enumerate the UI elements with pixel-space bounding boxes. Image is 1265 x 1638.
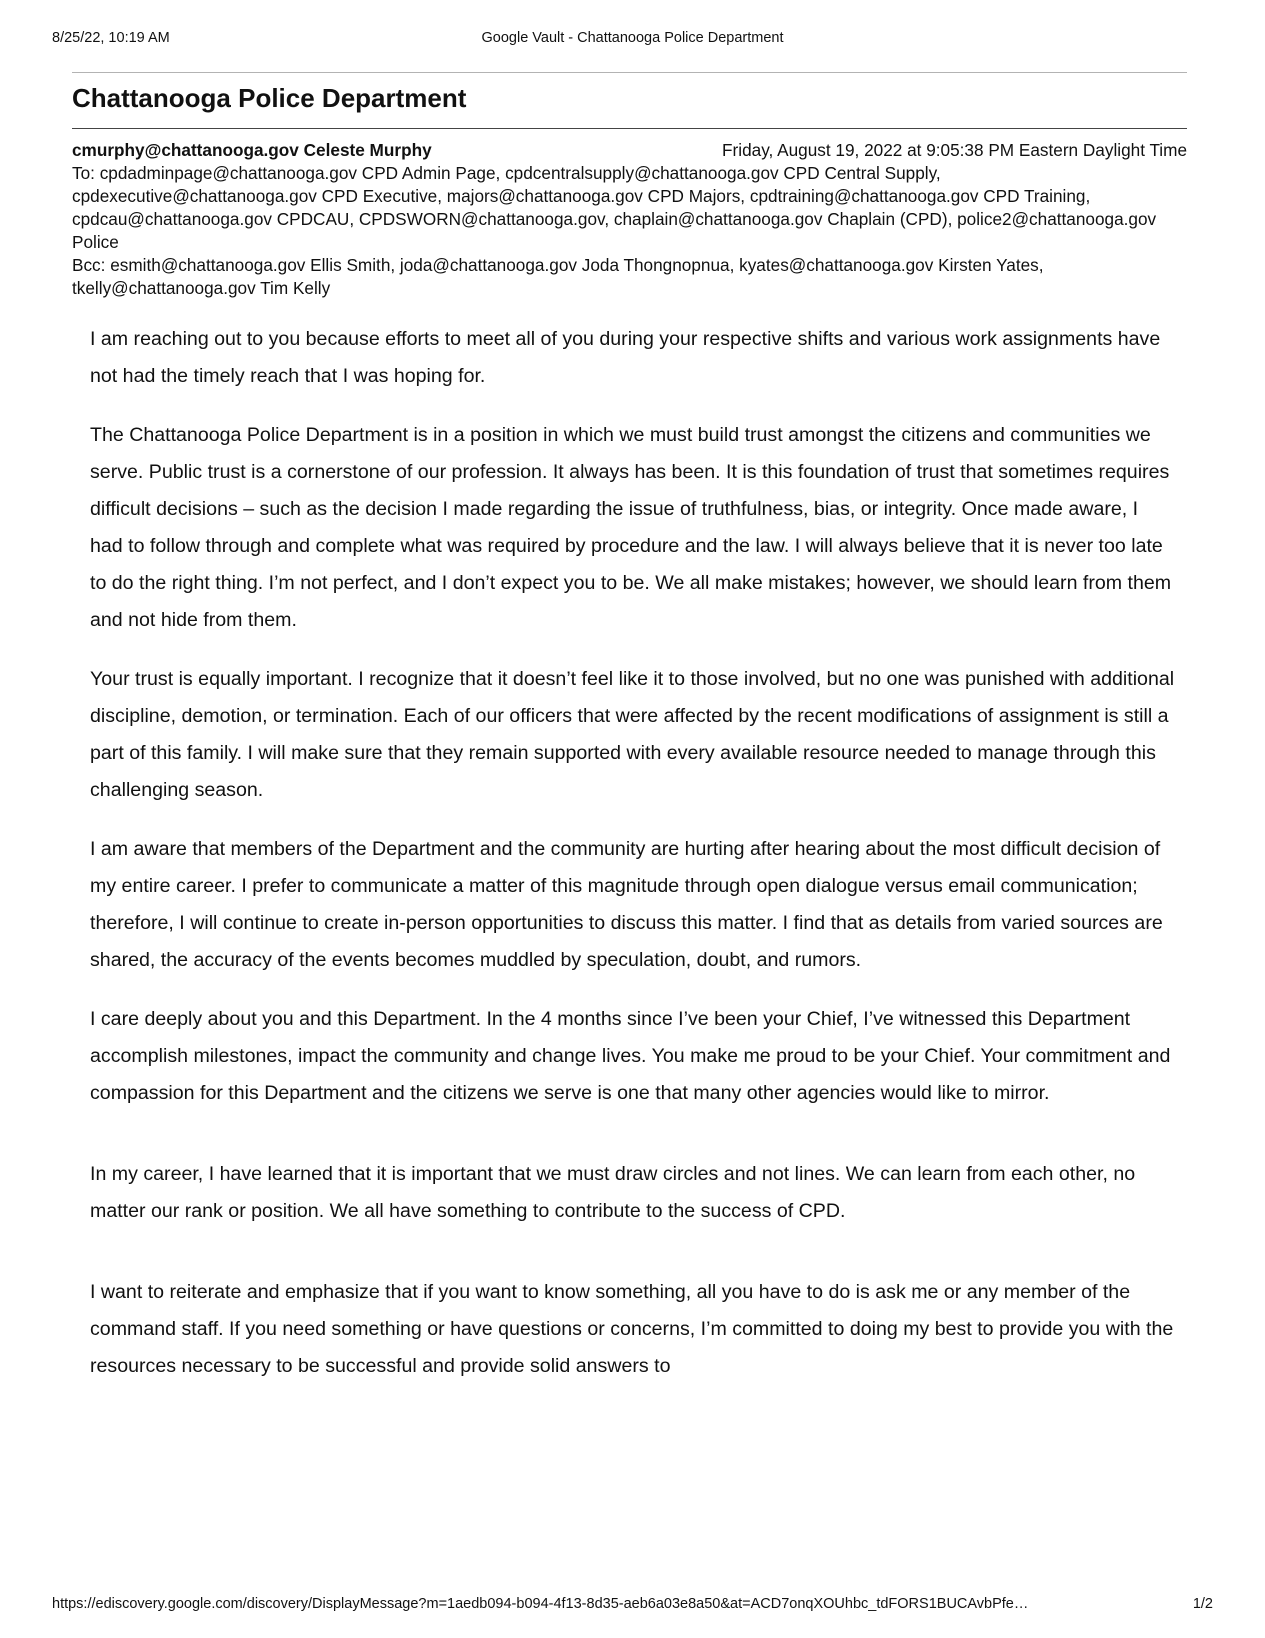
from-line: [72, 139, 1187, 162]
body-paragraph: I want to reiterate and emphasize that if you want to know something, all you have to do is ask me or any member of the command staff. If you need something or have questions or concerns, I’m committed to doing my best to provide you with the resources necessary to be successful and provide solid answers to: [90, 1281, 1174, 1377]
to-recipients: To: cpdadminpage@chattanooga.gov CPD Admin Page, cpdcentralsupply@chattanooga.gov CPD Central Supply, cpdexecutive@chattanooga.gov CPD Executive, majors@chattanooga.gov CPD Majors, cpdtraining@chattanooga.gov CPD Training, cpdcau@chattanooga.gov CPDCAU, CPDSWORN@chattanooga.gov, chaplain@chattanooga.gov Chaplain (CPD), police2@chattanooga.gov Police: [72, 163, 1157, 252]
print-page-title: Google Vault - Chattanooga Police Department: [481, 30, 784, 46]
body-paragraph: I am aware that members of the Department and the community are hurting after hearing about the most difficult decision of my entire career. I prefer to communicate a matter of this magnitude through open dialogue versus email communication; therefore, I will continue to create in-person opportunities to discuss this matter. I find that as details from varied sources are shared, the accuracy of the events becomes muddled by speculation, doubt, and rumors.: [90, 838, 1163, 971]
body-paragraph: The Chattanooga Police Department is in a position in which we must build trust amongst the citizens and communities we serve. Public trust is a cornerstone of our profession. It always has been. It is this foundation of trust that sometimes requires difficult decisions – such as the decision I made regarding the issue of truthfulness, bias, or integrity. Once made aware, I had to follow through and complete what was required by procedure and the law. I will always believe that it is never too late to do the right thing. I’m not perfect, and I don’t expect you to be. We all make mistakes; however, we should learn from them and not hide from them.: [90, 424, 1172, 631]
message-header: [72, 139, 1187, 300]
sender-name: Celeste Murphy: [303, 140, 432, 160]
bcc-recipients: Bcc: esmith@chattanooga.gov Ellis Smith, joda@chattanooga.gov Joda Thongnopnua, kyates@chattanooga.gov Kirsten Yates, tkelly@chattanooga.gov Tim Kelly: [72, 255, 1044, 298]
sent-date: Friday, August 19, 2022 at 9:05:38 PM Eastern Daylight Time: [722, 140, 1187, 160]
body-paragraph: I am reaching out to you because efforts to meet all of you during your respective shifts and various work assignments have not had the timely reach that I was hoping for.: [90, 328, 1161, 387]
sender-email: cmurphy@chattanooga.gov: [72, 140, 299, 160]
message-body: [90, 321, 1175, 1407]
subject-divider: [72, 128, 1187, 129]
top-divider: [72, 72, 1187, 73]
page-number: 1/2: [1192, 1596, 1213, 1612]
body-paragraph: Your trust is equally important. I recognize that it doesn’t feel like it to those involved, but no one was punished with additional discipline, demotion, or termination. Each of our officers that were affected by the recent modifications of assignment is still a part of this family. I will make sure that they remain supported with every available resource needed to manage through this challenging season.: [90, 668, 1175, 801]
body-paragraph: In my career, I have learned that it is important that we must draw circles and not lines. We can learn from each other, no matter our rank or position. We all have something to contribute to the success of CPD.: [90, 1163, 1136, 1222]
print-url: https://ediscovery.google.com/discovery/DisplayMessage?m=1aedb094-b094-4f13-8d35-aeb6a03e8a50&at=ACD7onqXOUhbc_tdFORS1BUCAvbPfe…: [52, 1596, 1029, 1612]
print-header: [52, 30, 1213, 50]
message-subject: Chattanooga Police Department: [72, 83, 467, 113]
body-paragraph: I care deeply about you and this Department. In the 4 months since I’ve been your Chief, I’ve witnessed this Department accomplish milestones, impact the community and change lives. You make me proud to be your Chief. Your commitment and compassion for this Department and the citizens we serve is one that many other agencies would like to mirror.: [90, 1008, 1171, 1104]
print-timestamp: 8/25/22, 10:19 AM: [52, 30, 170, 46]
